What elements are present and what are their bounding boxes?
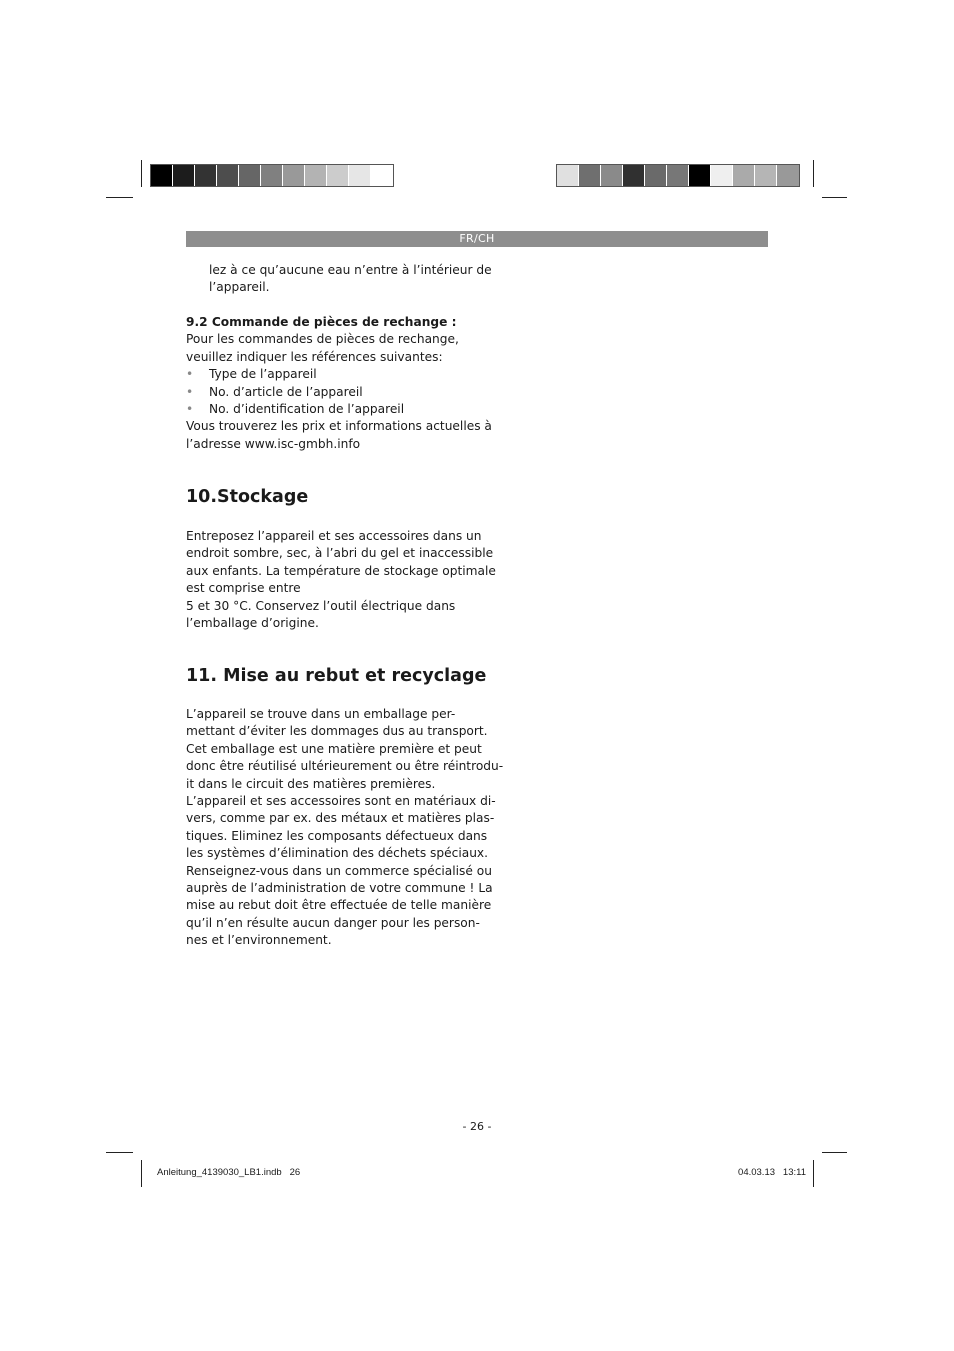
list-item: [186, 366, 476, 383]
subsection-title: 9.2 Commande de pièces de rechange :: [186, 315, 457, 329]
color-swatch: [261, 165, 283, 186]
crop-mark: [106, 1152, 133, 1153]
color-swatch: [371, 165, 393, 186]
section-heading: 11. Mise au rebut et recyclage: [186, 666, 487, 686]
color-swatch: [173, 165, 195, 186]
text-line: L’appareil et ses accessoires sont en matériaux di-: [186, 794, 496, 809]
color-swatch: [733, 165, 755, 186]
text-line: Vous trouverez les prix et informations actuelles à: [186, 419, 492, 434]
footer-file-info: Anleitung_4139030_LB1.indb 26: [157, 1167, 301, 1178]
color-swatch: [557, 165, 579, 186]
disposal-paragraph: [186, 706, 504, 950]
text-line: les systèmes d’élimination des déchets spéciaux.: [186, 846, 489, 861]
text-line: endroit sombre, sec, à l’abri du gel et inaccessible: [186, 546, 494, 561]
list-item: [186, 401, 476, 418]
list-item-text: Type de l’appareil: [209, 367, 317, 382]
list-item-text: No. d’identification de l’appareil: [209, 402, 405, 417]
color-swatch: [601, 165, 623, 186]
text-line: veuillez indiquer les références suivantes:: [186, 349, 443, 364]
section-spare-parts: [186, 314, 492, 453]
language-label: FR/CH: [459, 232, 495, 245]
color-swatch: [239, 165, 261, 186]
bullet-icon: •: [186, 384, 194, 399]
crop-mark: [822, 1152, 847, 1153]
section-storage: [186, 489, 476, 506]
continuation-paragraph: [186, 262, 492, 297]
text-line: vers, comme par ex. des métaux et matières plas-: [186, 811, 495, 826]
language-header-bar: [186, 231, 768, 247]
text-line: auprès de l’administration de votre commune ! La: [186, 881, 493, 896]
text-line: Cet emballage est une matière première et peut: [186, 741, 482, 756]
text-line: it dans le circuit des matières premières.: [186, 776, 436, 791]
text-line: Entreposez l’appareil et ses accessoires dans un: [186, 529, 482, 543]
color-swatch: [777, 165, 799, 186]
crop-mark: [813, 160, 814, 187]
list-item: [186, 384, 476, 401]
storage-paragraph: [186, 528, 496, 632]
color-swatch: [217, 165, 239, 186]
crop-mark: [822, 197, 847, 198]
crop-mark: [141, 1160, 142, 1187]
text-line: 5 et 30 °C. Conservez l’outil électrique dans: [186, 598, 456, 613]
text-line: est comprise entre: [186, 581, 301, 596]
color-swatch: [645, 165, 667, 186]
text-line: L’appareil se trouve dans un emballage per-: [186, 707, 456, 721]
section-disposal: [186, 666, 487, 686]
color-swatch: [579, 165, 601, 186]
color-calibration-bar-right: [556, 164, 800, 187]
text-line: lez à ce qu’aucune eau n’entre à l’intérieur de: [209, 263, 492, 277]
text-line: qu’il n’en résulte aucun danger pour les person-: [186, 915, 480, 930]
color-calibration-bar-left: [150, 164, 394, 187]
text-line: l’appareil.: [209, 280, 270, 295]
text-line: nes et l’environnement.: [186, 933, 332, 948]
text-line: l’emballage d’origine.: [186, 616, 319, 631]
list-item-text: No. d’article de l’appareil: [209, 384, 363, 399]
text-line: tiques. Eliminez les composants défectueux dans: [186, 828, 488, 843]
text-line: mise au rebut doit être effectuée de telle manière: [186, 898, 492, 913]
footer-date-info: 04.03.13 13:11: [738, 1167, 806, 1178]
text-line: l’adresse www.isc-gmbh.info: [186, 436, 361, 451]
bullet-icon: •: [186, 402, 194, 417]
color-swatch: [195, 165, 217, 186]
color-swatch: [667, 165, 689, 186]
text-line: mettant d’éviter les dommages dus au transport.: [186, 724, 488, 739]
crop-mark: [106, 197, 133, 198]
crop-mark: [813, 1160, 814, 1187]
color-swatch: [689, 165, 711, 186]
text-line: Pour les commandes de pièces de rechange,: [186, 332, 459, 347]
color-swatch: [151, 165, 173, 186]
text-line: aux enfants. La température de stockage optimale: [186, 563, 496, 578]
color-swatch: [711, 165, 733, 186]
color-swatch: [305, 165, 327, 186]
color-swatch: [755, 165, 777, 186]
section-heading: 10.Stockage: [186, 487, 309, 507]
color-swatch: [283, 165, 305, 186]
color-swatch: [327, 165, 349, 186]
text-line: donc être réutilisé ultérieurement ou être réintrodu-: [186, 759, 504, 774]
text-line: Renseignez-vous dans un commerce spécialisé ou: [186, 863, 492, 878]
crop-mark: [141, 160, 142, 187]
page-number: - 26 -: [462, 1120, 492, 1133]
color-swatch: [623, 165, 645, 186]
color-swatch: [349, 165, 371, 186]
bullet-icon: •: [186, 367, 194, 382]
